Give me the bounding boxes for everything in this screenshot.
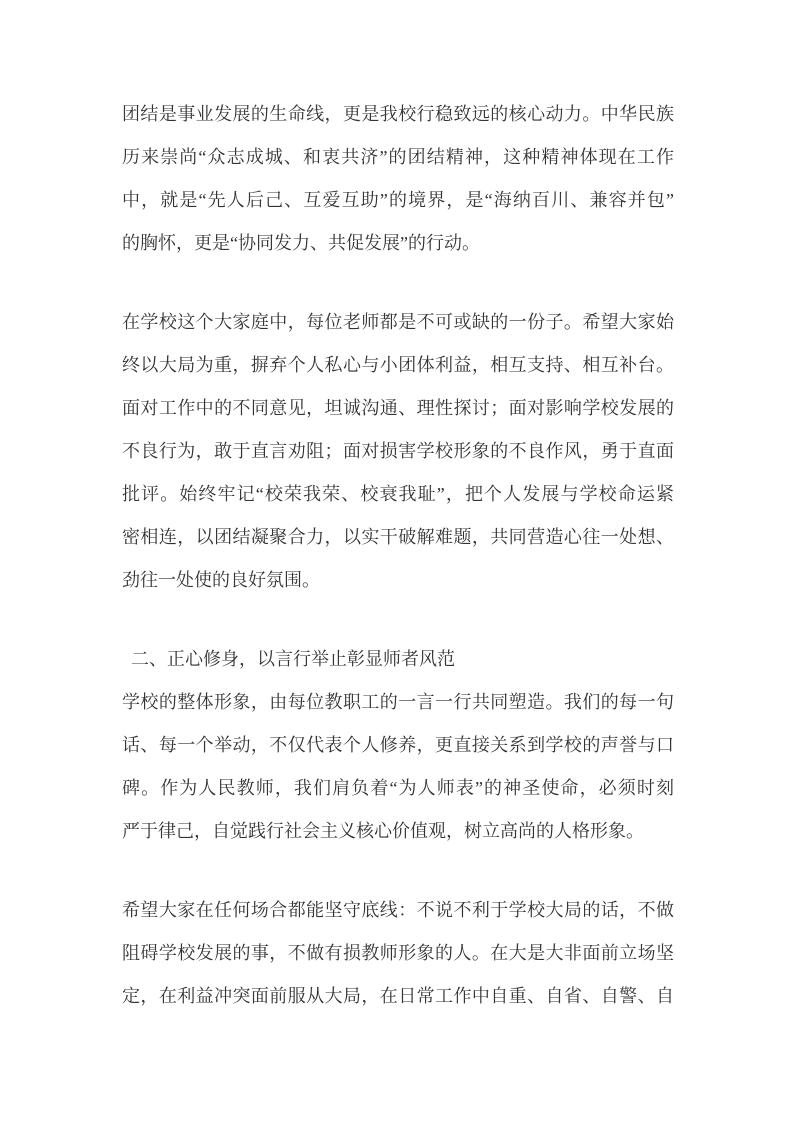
- text-line: 中，就是“先人后己、互爱互助”的境界，是“海纳百川、兼容并包”: [122, 190, 674, 210]
- text-line: 的胸怀，更是“协同发力、共促发展”的行动。: [122, 233, 480, 253]
- paragraph: [122, 93, 674, 265]
- text-line: 碑。作为人民教师，我们肩负着“为人师表”的神圣使命，必须时刻: [122, 778, 674, 798]
- text-line: 在学校这个大家庭中，每位老师都是不可或缺的一份子。希望大家始: [122, 312, 674, 332]
- paragraph: [122, 301, 674, 602]
- text-line: 面对工作中的不同意见，坦诚沟通、理性探讨；面对影响学校发展的: [122, 398, 674, 418]
- heading-line: 二、正心修身，以言行举止彰显师者风范: [131, 649, 455, 669]
- text-line: 终以大局为重，摒弃个人私心与小团体利益，相互支持、相互补台。: [122, 355, 674, 375]
- section-heading: [131, 638, 674, 681]
- text-line: 定，在利益冲突面前服从大局，在日常工作中自重、自省、自警、自: [122, 986, 674, 1006]
- text-line: 希望大家在任何场合都能坚守底线：不说不利于学校大局的话，不做: [122, 900, 674, 920]
- text-line: 历来崇尚“众志成城、和衷共济”的团结精神，这种精神体现在工作: [122, 147, 674, 167]
- document-content: [122, 93, 674, 1018]
- text-line: 劲往一处使的良好氛围。: [122, 570, 320, 590]
- paragraph: [122, 681, 674, 853]
- text-line: 严于律己，自觉践行社会主义核心价值观，树立高尚的人格形象。: [122, 821, 644, 841]
- text-line: 学校的整体形象，由每位教职工的一言一行共同塑造。我们的每一句: [122, 692, 674, 712]
- text-line: 不良行为，敢于直言劝阻；面对损害学校形象的不良作风，勇于直面: [122, 441, 674, 461]
- text-line: 话、每一个举动，不仅代表个人修养，更直接关系到学校的声誉与口: [122, 735, 674, 755]
- text-line: 团结是事业发展的生命线，更是我校行稳致远的核心动力。中华民族: [122, 104, 674, 124]
- text-line: 批评。始终牢记“校荣我荣、校衰我耻”，把个人发展与学校命运紧: [122, 484, 674, 504]
- text-line: 密相连，以团结凝聚合力，以实干破解难题，共同营造心往一处想、: [122, 527, 674, 547]
- paragraph: [122, 889, 674, 1018]
- text-line: 阻碍学校发展的事，不做有损教师形象的人。在大是大非面前立场坚: [122, 943, 674, 963]
